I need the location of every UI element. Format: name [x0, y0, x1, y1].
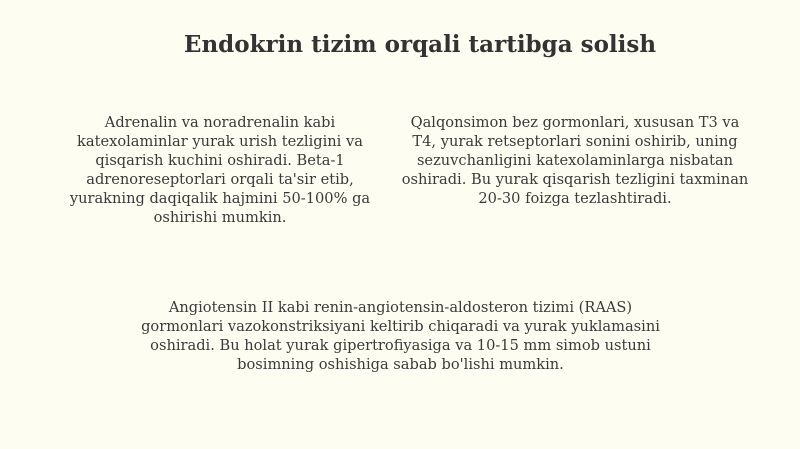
paragraph-catecholamines: Adrenalin va noradrenalin kabi katexolaminlar yurak urish tezligini va qisqarish kuchini oshiradi. Beta-1 adrenoreseptorlari orqali ta'sir etib, yurakning daqiqalik hajmini 50-100% ga oshirishi mumkin. — [69, 114, 371, 226]
slide-title: Endokrin tizim orqali tartibga solish — [183, 31, 657, 58]
paragraph-raas: Angiotensin II kabi renin-angiotensin-aldosteron tizimi (RAAS) gormonlari vazokonstriksiyani keltirib chiqaradi va yurak yuklamasini oshiradi. Bu holat yurak gipertrofiyasiga va 10-15 mm simob ustuni bosimning oshishiga sabab bo'lishi mumkin. — [141, 299, 660, 373]
paragraph-thyroid-hormones: Qalqonsimon bez gormonlari, xususan T3 va T4, yurak retseptorlari sonini oshirib, uning sezuvchanligini katexolaminlarga nisbatan oshiradi. Bu yurak qisqarish tezligini taxminan 20-30 foizga tezlashtiradi. — [401, 114, 749, 207]
